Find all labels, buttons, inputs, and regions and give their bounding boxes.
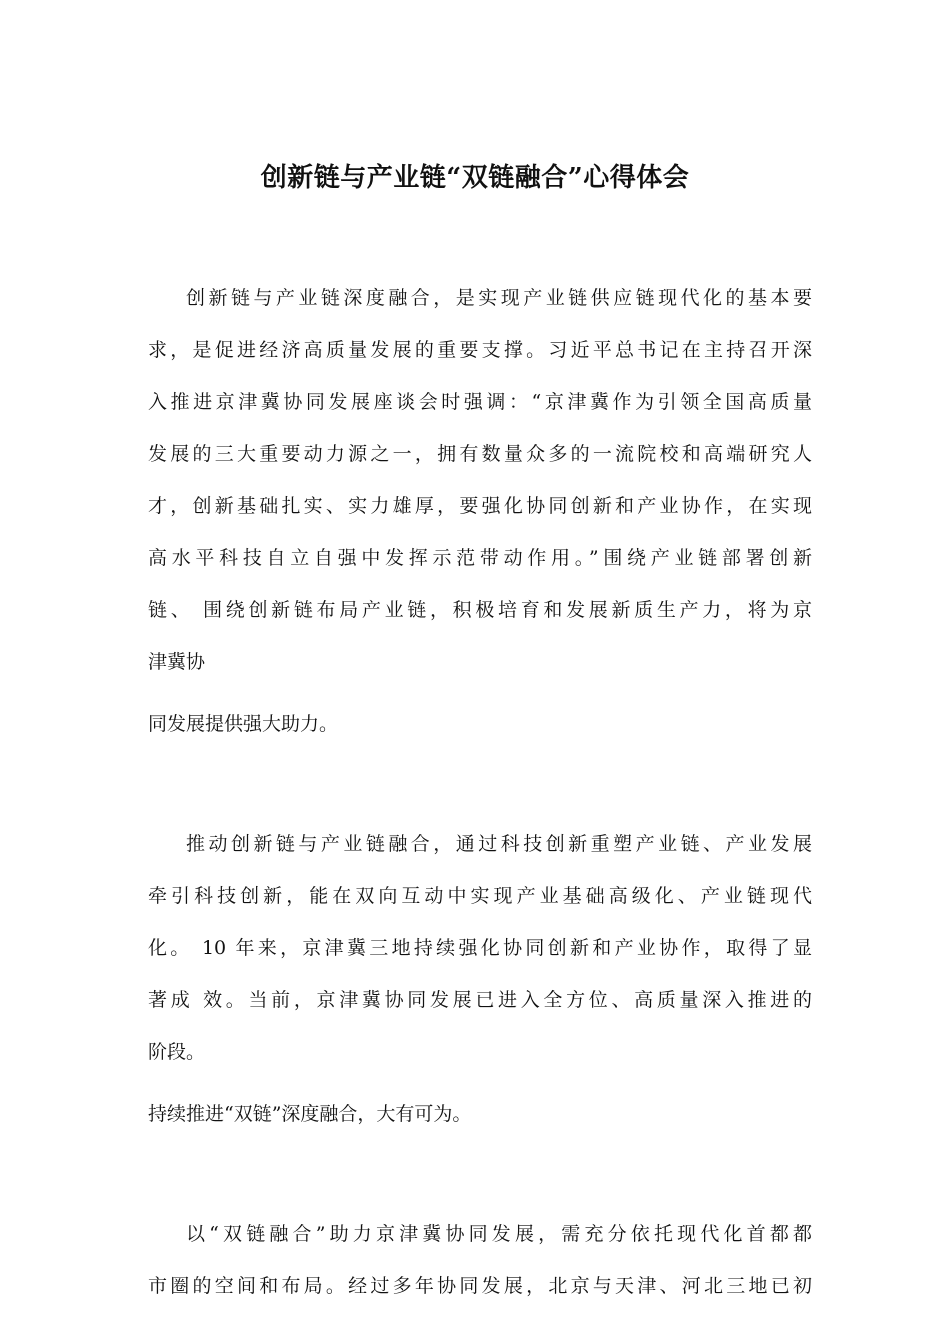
paragraph-2-line-1: 同发展提供强大助力。 bbox=[148, 713, 339, 735]
paragraph-3-line-1: 推动创新链与产业链融合，通过科技创新重塑产业链、产业发展 bbox=[186, 833, 812, 855]
paragraph-1-line-7: 链、 围绕创新链布局产业链，积极培育和发展新质生产力，将为京 bbox=[148, 599, 812, 621]
document-title: 创新链与产业链“双链融合”心得体会 bbox=[260, 163, 690, 193]
paragraph-1-line-3: 入推进京津冀协同发展座谈会时强调：“京津冀作为引领全国高质量 bbox=[148, 391, 812, 413]
paragraph-1-line-2: 求，是促进经济高质量发展的重要支撑。习近平总书记在主持召开深 bbox=[148, 339, 812, 361]
paragraph-1-line-8: 津冀协 bbox=[148, 651, 206, 673]
paragraph-1-line-6: 高水平科技自立自强中发挥示范带动作用。”围绕产业链部署创新 bbox=[148, 547, 812, 569]
paragraph-1-line-5: 才，创新基础扎实、实力雄厚，要强化协同创新和产业协作，在实现 bbox=[148, 495, 812, 517]
paragraph-4-line-1: 持续推进“双链”深度融合，大有可为。 bbox=[148, 1103, 472, 1125]
paragraph-5-line-2: 市圈的空间和布局。经过多年协同发展，北京与天津、河北三地已初 bbox=[148, 1275, 812, 1297]
paragraph-3-line-2: 牵引科技创新，能在双向互动中实现产业基础高级化、产业链现代 bbox=[148, 885, 812, 907]
paragraph-1-line-4: 发展的三大重要动力源之一，拥有数量众多的一流院校和高端研究人 bbox=[148, 443, 812, 465]
paragraph-5-line-1: 以“双链融合”助力京津冀协同发展，需充分依托现代化首都都 bbox=[186, 1223, 812, 1245]
paragraph-3-line-5: 阶段。 bbox=[148, 1041, 206, 1063]
paragraph-3-line-3: 化。 10 年来，京津冀三地持续强化协同创新和产业协作，取得了显 bbox=[148, 937, 812, 959]
paragraph-1-line-1: 创新链与产业链深度融合，是实现产业链供应链现代化的基本要 bbox=[186, 287, 812, 309]
paragraph-3-line-4: 著成 效。当前，京津冀协同发展已进入全方位、高质量深入推进的 bbox=[148, 989, 812, 1011]
